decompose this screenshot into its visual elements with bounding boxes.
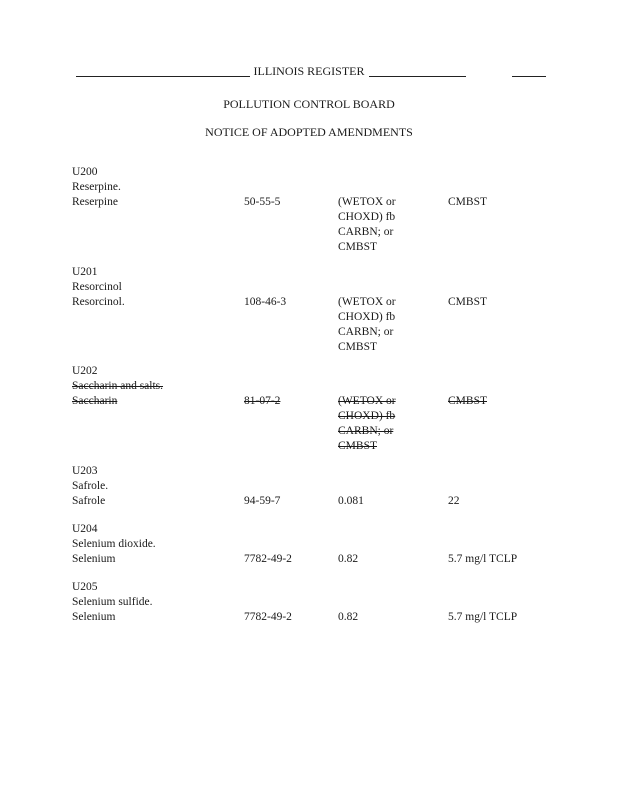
constituent-name: Safrole xyxy=(72,495,106,507)
wastewater-standard-line: (WETOX or xyxy=(338,196,396,208)
constituent-name: Saccharin xyxy=(72,395,118,407)
wastewater-standard-line: CARBN; or xyxy=(338,425,394,437)
constituent-name: Selenium xyxy=(72,553,116,565)
wastewater-standard-line: CHOXD) fb xyxy=(338,311,396,323)
wastewater-standard-line: CHOXD) fb xyxy=(338,211,396,223)
nonwastewater-standard: CMBST xyxy=(448,296,487,308)
waste-code: U204 xyxy=(72,523,98,535)
wastewater-standard-line: CARBN; or xyxy=(338,226,394,238)
constituent-name: Reserpine xyxy=(72,196,118,208)
wastewater-standard: 0.82 xyxy=(338,611,359,623)
waste-description: Reserpine. xyxy=(72,181,121,193)
constituent-name: Resorcinol. xyxy=(72,296,125,308)
cas-number: 81-07-2 xyxy=(244,395,281,407)
wastewater-standard: 0.081 xyxy=(338,495,364,507)
wastewater-standard: 0.82 xyxy=(338,553,359,565)
waste-description: Safrole. xyxy=(72,480,109,492)
wastewater-standard-line: CHOXD) fb xyxy=(338,410,396,422)
wastewater-standard-line: CMBST xyxy=(338,440,377,452)
constituent-name: Selenium xyxy=(72,611,116,623)
wastewater-standard-line: CMBST xyxy=(338,341,377,353)
nonwastewater-standard: CMBST xyxy=(448,395,487,407)
notice-title: NOTICE OF ADOPTED AMENDMENTS xyxy=(205,125,413,139)
cas-number: 7782-49-2 xyxy=(244,611,292,623)
waste-description: Selenium sulfide. xyxy=(72,596,153,608)
nonwastewater-standard: CMBST xyxy=(448,196,487,208)
cas-number: 108-46-3 xyxy=(244,296,287,308)
nonwastewater-standard: 5.7 mg/l TCLP xyxy=(448,611,518,623)
cas-number: 7782-49-2 xyxy=(244,553,292,565)
waste-code: U201 xyxy=(72,266,98,278)
cas-number: 50-55-5 xyxy=(244,196,281,208)
waste-code: U202 xyxy=(72,365,98,377)
register-title: ILLINOIS REGISTER xyxy=(0,64,618,79)
nonwastewater-standard: 22 xyxy=(448,495,460,507)
wastewater-standard-line: (WETOX or xyxy=(338,395,396,407)
waste-code: U205 xyxy=(72,581,98,593)
waste-code: U203 xyxy=(72,465,98,477)
waste-code: U200 xyxy=(72,166,98,178)
board-title: POLLUTION CONTROL BOARD xyxy=(223,97,395,111)
wastewater-standard-line: (WETOX or xyxy=(338,296,396,308)
cas-number: 94-59-7 xyxy=(244,495,281,507)
waste-description: Saccharin and salts. xyxy=(72,380,164,392)
wastewater-standard-line: CMBST xyxy=(338,241,377,253)
waste-description: Resorcinol xyxy=(72,281,122,293)
nonwastewater-standard: 5.7 mg/l TCLP xyxy=(448,553,518,565)
wastewater-standard-line: CARBN; or xyxy=(338,326,394,338)
waste-description: Selenium dioxide. xyxy=(72,538,156,550)
